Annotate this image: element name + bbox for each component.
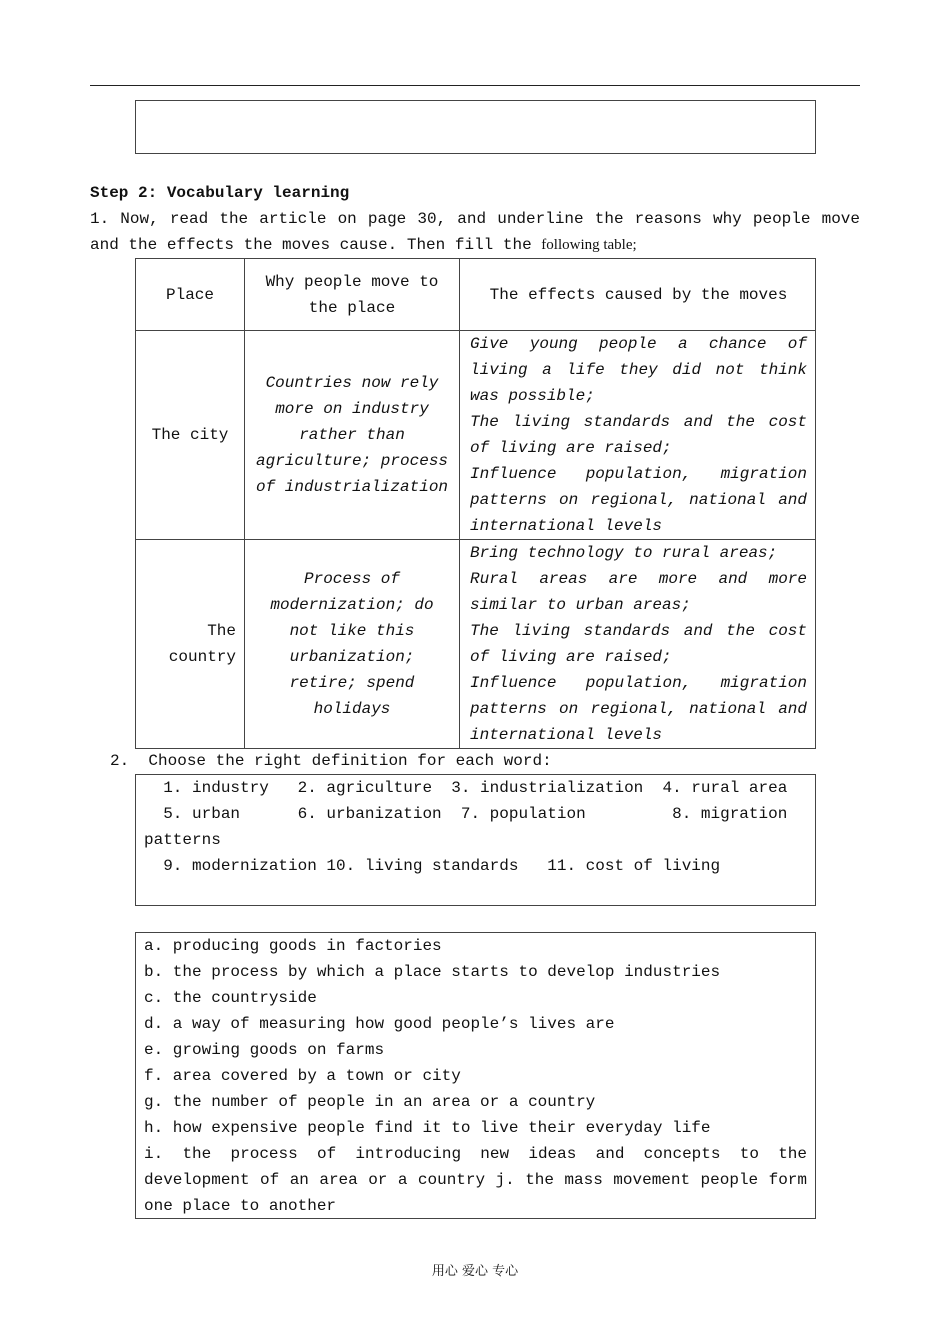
header-why: [245, 259, 460, 331]
definition-item: g. the number of people in an area or a country: [144, 1093, 596, 1111]
effects-cell: [460, 540, 816, 749]
why-cell: [245, 331, 460, 540]
page-footer: 用心 爱心 专心: [431, 1264, 519, 1279]
effect-item: Rural areas are more and more similar to urban areas;: [470, 570, 807, 614]
definition-item: e. growing goods on farms: [144, 1041, 385, 1059]
definition-item: f. area covered by a town or city: [144, 1067, 461, 1085]
why-text: Process of modernization; do not like this urbanization; retire; spend holidays: [270, 570, 434, 718]
definition-item: b. the process by which a place starts to develop industries: [144, 963, 721, 981]
word-line: 5. urban 6. urbanization 7. population 8. migration: [144, 805, 788, 823]
header-why-text: Why people move to the place: [265, 272, 439, 317]
definitions-box: [135, 932, 816, 1219]
place-text: The country: [168, 622, 236, 666]
question-2: 2. Choose the right definition for each word:: [110, 752, 552, 770]
word-line: patterns: [144, 831, 221, 849]
intro-instructions: [90, 206, 860, 258]
word-line: 1. industry 2. agriculture 3. industrialization 4. rural area: [144, 779, 788, 797]
step-title: Step 2: Vocabulary learning: [90, 184, 350, 202]
intro-tail: following table;: [541, 237, 637, 253]
definition-item: i. the process of introducing new ideas and concepts to the development of an area or a country j. the mass movement people form one place to another: [144, 1145, 807, 1215]
definition-item: h. how expensive people find it to live their everyday life: [144, 1119, 711, 1137]
header-rule: [90, 85, 860, 86]
definition-item: c. the countryside: [144, 989, 317, 1007]
definition-item: a. producing goods in factories: [144, 937, 442, 955]
effect-item: Bring technology to rural areas;: [470, 544, 778, 562]
table-header-row: [136, 259, 816, 331]
effect-item: The living standards and the cost of living are raised;: [470, 413, 807, 457]
word-list-box: [135, 774, 816, 906]
effect-item: Influence population, migration patterns on regional, national and international levels: [470, 674, 807, 744]
effect-item: Give young people a chance of living a life they did not think was possible;: [470, 335, 807, 405]
header-effects: The effects caused by the moves: [460, 259, 816, 331]
word-line: 9. modernization 10. living standards 11. cost of living: [144, 857, 721, 875]
why-text: Countries now rely more on industry rather than agriculture; process of industrialization: [255, 374, 449, 496]
migration-table: [135, 258, 816, 749]
intro-main: 1. Now, read the article on page 30, and underline the reasons why people move and the effects the moves cause. Then fill the: [90, 210, 860, 254]
why-cell: [245, 540, 460, 749]
definition-item: d. a way of measuring how good people’s lives are: [144, 1015, 615, 1033]
effect-item: Influence population, migration patterns on regional, national and international levels: [470, 465, 807, 535]
place-cell: [136, 540, 245, 749]
effects-cell: [460, 331, 816, 540]
place-cell: The city: [136, 331, 245, 540]
empty-answer-box: [135, 100, 816, 154]
table-row: [136, 331, 816, 540]
effect-item: The living standards and the cost of living are raised;: [470, 622, 807, 666]
table-row: [136, 540, 816, 749]
header-place: Place: [136, 259, 245, 331]
